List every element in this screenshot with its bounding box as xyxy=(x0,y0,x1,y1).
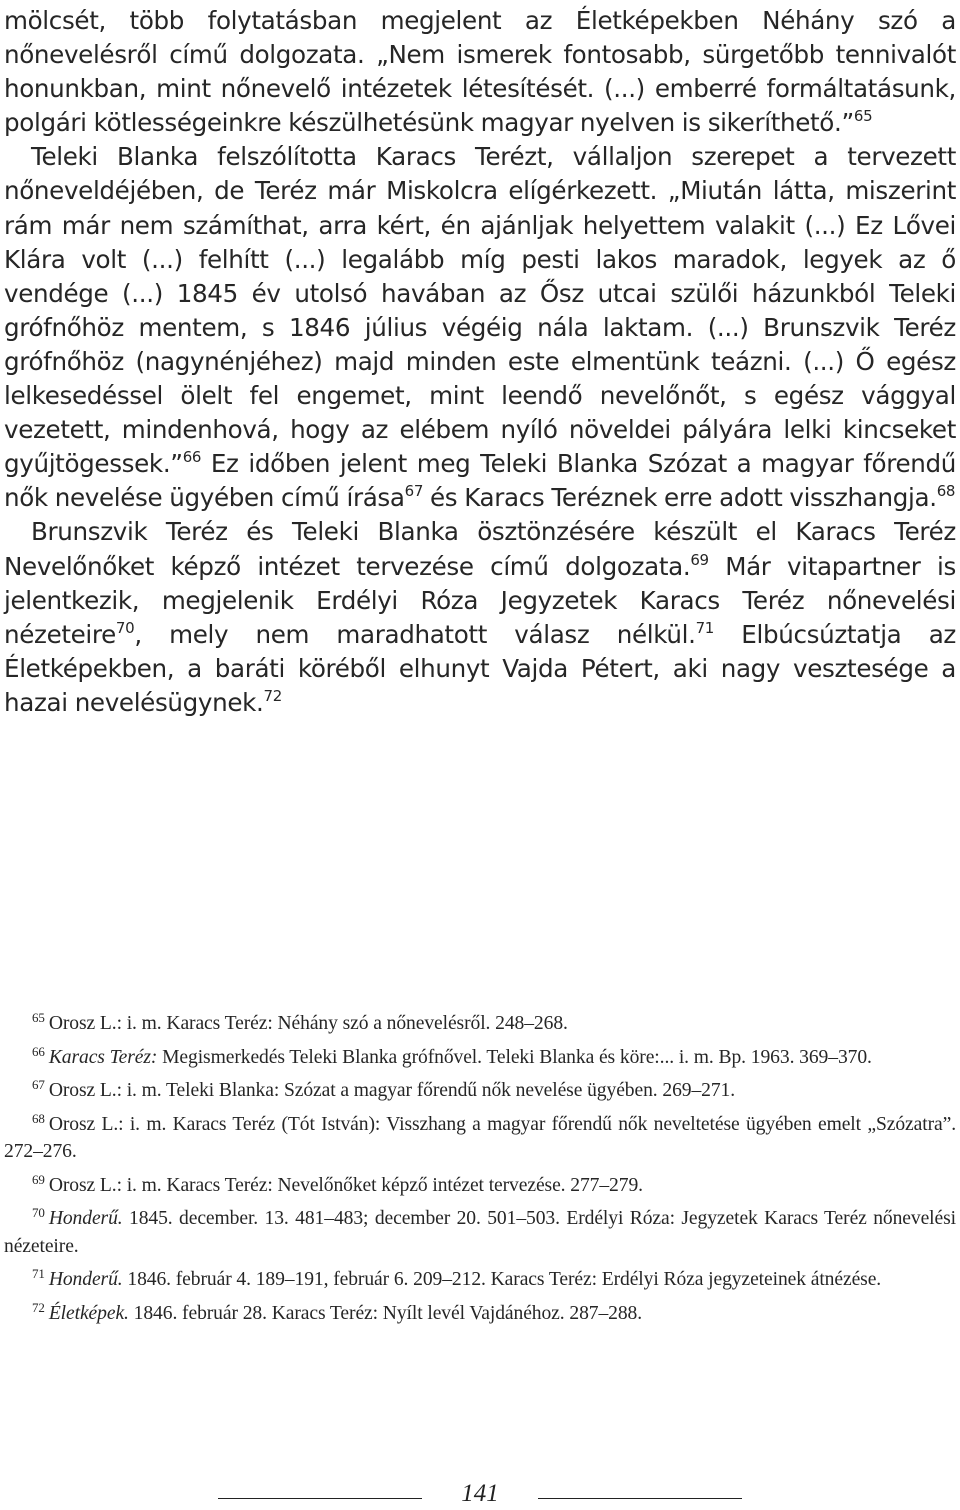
footnotes xyxy=(4,1010,956,1333)
footnote xyxy=(4,1010,956,1038)
footnote xyxy=(4,1172,956,1200)
footnote-text: 1846. február 4. 189–191, február 6. 209–212. Karacs Teréz: Erdélyi Róza jegyzeteinek átnézése. xyxy=(122,1269,882,1290)
footnote-number: 71 xyxy=(32,1266,45,1281)
footnote-number: 72 xyxy=(32,1299,45,1315)
footnote-ref[interactable]: 72 xyxy=(263,686,282,705)
paragraph-3 xyxy=(4,515,956,720)
footer-rule-left xyxy=(218,1498,422,1499)
footnote-number: 65 xyxy=(32,1010,45,1025)
footnote-ref[interactable]: 69 xyxy=(690,550,709,569)
footnote-italic: Karacs Teréz: xyxy=(48,1046,158,1068)
footnote-number: 67 xyxy=(32,1077,45,1092)
page-number: 141 xyxy=(461,1480,499,1507)
paragraph-text: Teleki Blanka felszólította Karacs Terézt, vállaljon szerepet a tervezett nőneveldéjében, de Teréz már Miskolcra elígérkezett. „Miután látta, miszerint rám már nem számíthat, arra kért, én ajánljak helyettem valakit (...) Ez Lővei Klára volt (...) felhítt (...) legalább míg pesti lakos maradok, legyek az ő vendége (...) 1845 év utolsó havában az Ősz utcai szülői házunkból Teleki grófnőhöz mentem, s 1846 július végéig nála laktam. (...) Brunszvik Teréz grófnőhöz (nagynénjéhez) majd minden este elmentünk teázni. (...) Ő egész lelkesedéssel ölelt fel engemet, mint leendő nevelőnőt, s egész vággyal vezetett, mindenhová, hogy az elébem nyíló növeldei pályára lelki kincseket gyűjtögessek.” xyxy=(4,142,956,479)
footnote-text: Orosz L.: i. m. Karacs Teréz: Nevelőnőket képző intézet tervezése. 277–279. xyxy=(48,1174,643,1196)
paragraph-text: Elbúcsúztatja az Életképekben, a baráti köréből elhunyt Vajda Pétert, aki nagy vesztesége a hazai nevelésügynek. xyxy=(4,619,956,717)
footnote-text: Orosz L.: i. m. Teleki Blanka: Szózat a magyar főrendű nők nevelése ügyében. 269–271. xyxy=(48,1080,736,1101)
footnote xyxy=(4,1205,956,1260)
footnote-ref[interactable]: 71 xyxy=(695,618,714,637)
paragraph-text: Már vitapartner is jelentkezik, megjelenik Erdélyi Róza Jegyzetek Karacs Teréz nőnevelési nézeteire xyxy=(4,551,957,649)
footnote-ref[interactable]: 68 xyxy=(936,482,956,501)
footnote-ref[interactable]: 70 xyxy=(115,618,135,637)
footnote-ref[interactable]: 66 xyxy=(182,448,202,467)
footnote xyxy=(4,1111,956,1166)
footnote-number: 68 xyxy=(32,1110,45,1126)
paragraph-2 xyxy=(4,140,956,515)
footnote-text: 1846. február 28. Karacs Teréz: Nyílt levél Vajdánéhoz. 287–288. xyxy=(128,1302,643,1324)
footnote-text: Megismerkedés Teleki Blanka grófnővel. Teleki Blanka és köre:... i. m. Bp. 1963. 369–370. xyxy=(157,1046,872,1068)
main-text xyxy=(4,4,956,720)
footnote-text: Orosz L.: i. m. Karacs Teréz: Néhány szó a nőnevelésről. 248–268. xyxy=(48,1013,568,1034)
footnote-ref[interactable]: 67 xyxy=(404,482,424,501)
footnote xyxy=(4,1077,956,1105)
paragraph-text: Ez időben jelent meg Teleki Blanka Szózat a magyar főrendű nők nevelése ügyében című írása xyxy=(4,449,956,513)
footnote-text: Orosz L.: i. m. Karacs Teréz (Tót István): Visszhang a magyar főrendű nők neveltetése ügyében emelt „Szózatra”. 272–276. xyxy=(4,1113,956,1162)
footnote xyxy=(4,1300,956,1328)
footnote-number: 70 xyxy=(32,1205,45,1220)
footnote-number: 66 xyxy=(32,1043,45,1059)
paragraph-text: Brunszvik Teréz és Teleki Blanka ösztönzésére készült el Karacs Teréz Nevelőnőket képző intézet tervezése című dolgozata. xyxy=(4,517,956,581)
footnote-text: 1845. december. 13. 481–483; december 20. 501–503. Erdélyi Róza: Jegyzetek Karacs Teréz nőnevelési nézeteire. xyxy=(4,1208,956,1257)
footnote xyxy=(4,1266,956,1294)
paragraph-text: és Karacs Teréznek erre adott visszhangja. xyxy=(423,483,937,513)
footnote-italic: Honderű. xyxy=(48,1269,123,1290)
footnote-number: 69 xyxy=(32,1171,45,1187)
page-footer xyxy=(0,1480,960,1510)
footnote-ref[interactable]: 65 xyxy=(853,107,873,126)
paragraph-text: mölcsét, több folytatásban megjelent az Életképekben Néhány szó a nőnevelésről című dolgozata. „Nem ismerek fontosabb, sürgetőbb tennivalót honunkban, mint nőnevelő intézetek létesítését. (...) emberré formáltatásunk, polgári kötlességeinkre készülhetésünk magyar nyelven is sikeríthető.” xyxy=(4,6,956,138)
paragraph-1 xyxy=(4,4,956,140)
footnote xyxy=(4,1044,956,1072)
footnote-italic: Honderű. xyxy=(48,1208,123,1229)
footer-rule-right xyxy=(538,1498,742,1499)
footnote-italic: Életképek. xyxy=(48,1302,129,1324)
paragraph-text: , mely nem maradhatott válasz nélkül. xyxy=(134,619,696,649)
